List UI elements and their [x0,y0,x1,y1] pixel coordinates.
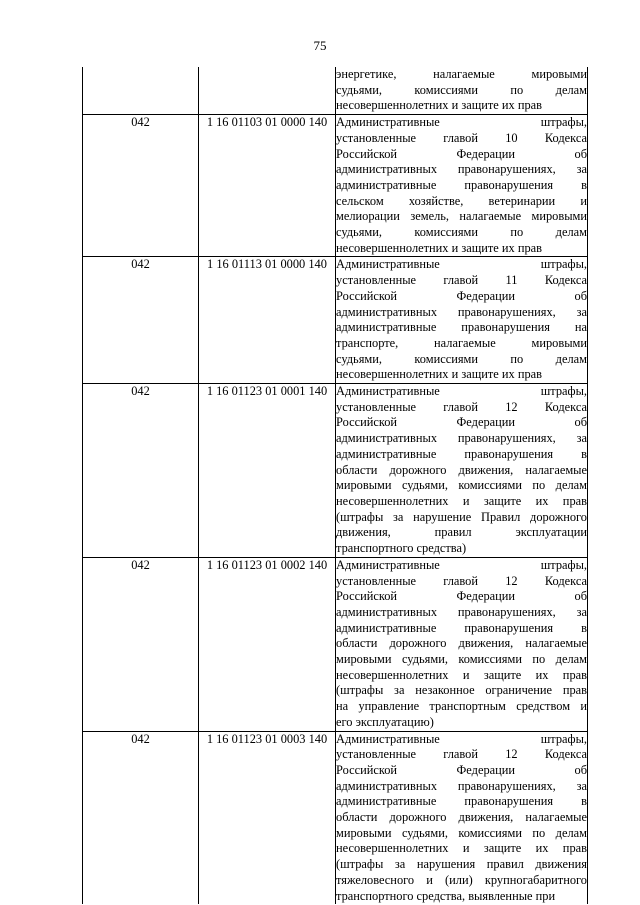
description-cell [336,257,588,384]
description-line: Административные штрафы, [336,731,587,746]
admin-code-cell: 042 [83,557,199,731]
classification-code-cell [199,67,336,115]
description-line: (штрафы за нарушения правил движения [336,857,587,872]
table-row [83,557,588,731]
description-line: Административные штрафы, [336,115,587,130]
description-line: транспорте, налагаемые мировыми [336,335,587,350]
description-line: области дорожного движения, налагаемые [336,462,587,477]
table-row [83,384,588,558]
description-line: административных правонарушениях, за [336,431,587,446]
description-line: административных правонарушениях, за [336,604,587,619]
classification-code-cell: 1 16 01113 01 0000 140 [199,257,336,384]
description-line: административные правонарушения на [336,320,587,335]
description-line: тяжеловесного и (или) крупногабаритного [336,872,587,887]
description-line: Российской Федерации об [336,288,587,303]
description-line: административных правонарушениях, за [336,304,587,319]
description-line: административные правонарушения в [336,177,587,192]
description-line: установленные главой 10 Кодекса [336,130,587,145]
description-line: несовершеннолетних и защите их прав [336,98,543,113]
description-line: несовершеннолетних и защите их прав [336,240,543,255]
description-line: несовершеннолетних и защите их прав [336,493,587,508]
description-line: Российской Федерации об [336,589,587,604]
description-line: области дорожного движения, налагаемые [336,636,587,651]
description-line: административных правонарушениях, за [336,778,587,793]
description-line: мелиорации земель, налагаемые мировыми [336,209,587,224]
table-body [83,67,588,904]
admin-code-cell: 042 [83,731,199,904]
table-row [83,115,588,257]
description-line: административные правонарушения в [336,794,587,809]
description-line: Административные штрафы, [336,257,587,272]
description-line: на управление транспортным средством и [336,699,587,714]
description-line: Административные штрафы, [336,384,587,399]
description-cell [336,67,588,115]
admin-code-cell: 042 [83,257,199,384]
description-line: сельском хозяйстве, ветеринарии и [336,193,587,208]
description-line: судьями, комиссиями по делам [336,225,587,240]
description-line: мировыми судьями, комиссиями по делам [336,825,587,840]
admin-code-cell [83,67,199,115]
admin-code-cell: 042 [83,384,199,558]
description-line: несовершеннолетних и защите их прав [336,667,587,682]
description-line: мировыми судьями, комиссиями по делам [336,652,587,667]
description-cell [336,115,588,257]
description-cell [336,731,588,904]
description-line: Административные штрафы, [336,557,587,572]
table-row [83,731,588,904]
table-row [83,257,588,384]
description-line: области дорожного движения, налагаемые [336,810,587,825]
description-line: судьями, комиссиями по делам [336,82,587,97]
description-line: (штрафы за незаконное ограничение прав [336,683,587,698]
description-line: несовершеннолетних и защите их прав [336,841,587,856]
description-line: Российской Федерации об [336,415,587,430]
description-line: транспортного средства) [336,541,467,556]
budget-codes-table [82,67,588,904]
page-number: 75 [313,38,327,53]
admin-code-cell: 042 [83,115,199,257]
classification-code-cell: 1 16 01123 01 0003 140 [199,731,336,904]
description-line: движения, правил эксплуатации [336,525,587,540]
description-line: административные правонарушения в [336,620,587,635]
classification-code-cell: 1 16 01103 01 0000 140 [199,115,336,257]
description-line: установленные главой 12 Кодекса [336,573,587,588]
description-line: Российской Федерации об [336,146,587,161]
description-line: Российской Федерации об [336,762,587,777]
table-row-continued [83,67,588,115]
description-line: установленные главой 12 Кодекса [336,399,587,414]
classification-code-cell: 1 16 01123 01 0001 140 [199,384,336,558]
description-line: мировыми судьями, комиссиями по делам [336,478,587,493]
description-line: административные правонарушения в [336,446,587,461]
description-line: его эксплуатацию) [336,714,434,729]
description-line: судьями, комиссиями по делам [336,351,587,366]
description-line: несовершеннолетних и защите их прав [336,367,543,382]
description-cell [336,557,588,731]
description-line: установленные главой 12 Кодекса [336,747,587,762]
description-line: установленные главой 11 Кодекса [336,273,587,288]
description-cell [336,384,588,558]
description-line: энергетике, налагаемые мировыми [336,67,587,81]
classification-code-cell: 1 16 01123 01 0002 140 [199,557,336,731]
description-line: административных правонарушениях, за [336,162,587,177]
description-line: транспортного средства, выявленные при [336,888,556,903]
description-line: (штрафы за нарушение Правил дорожного [336,509,587,524]
